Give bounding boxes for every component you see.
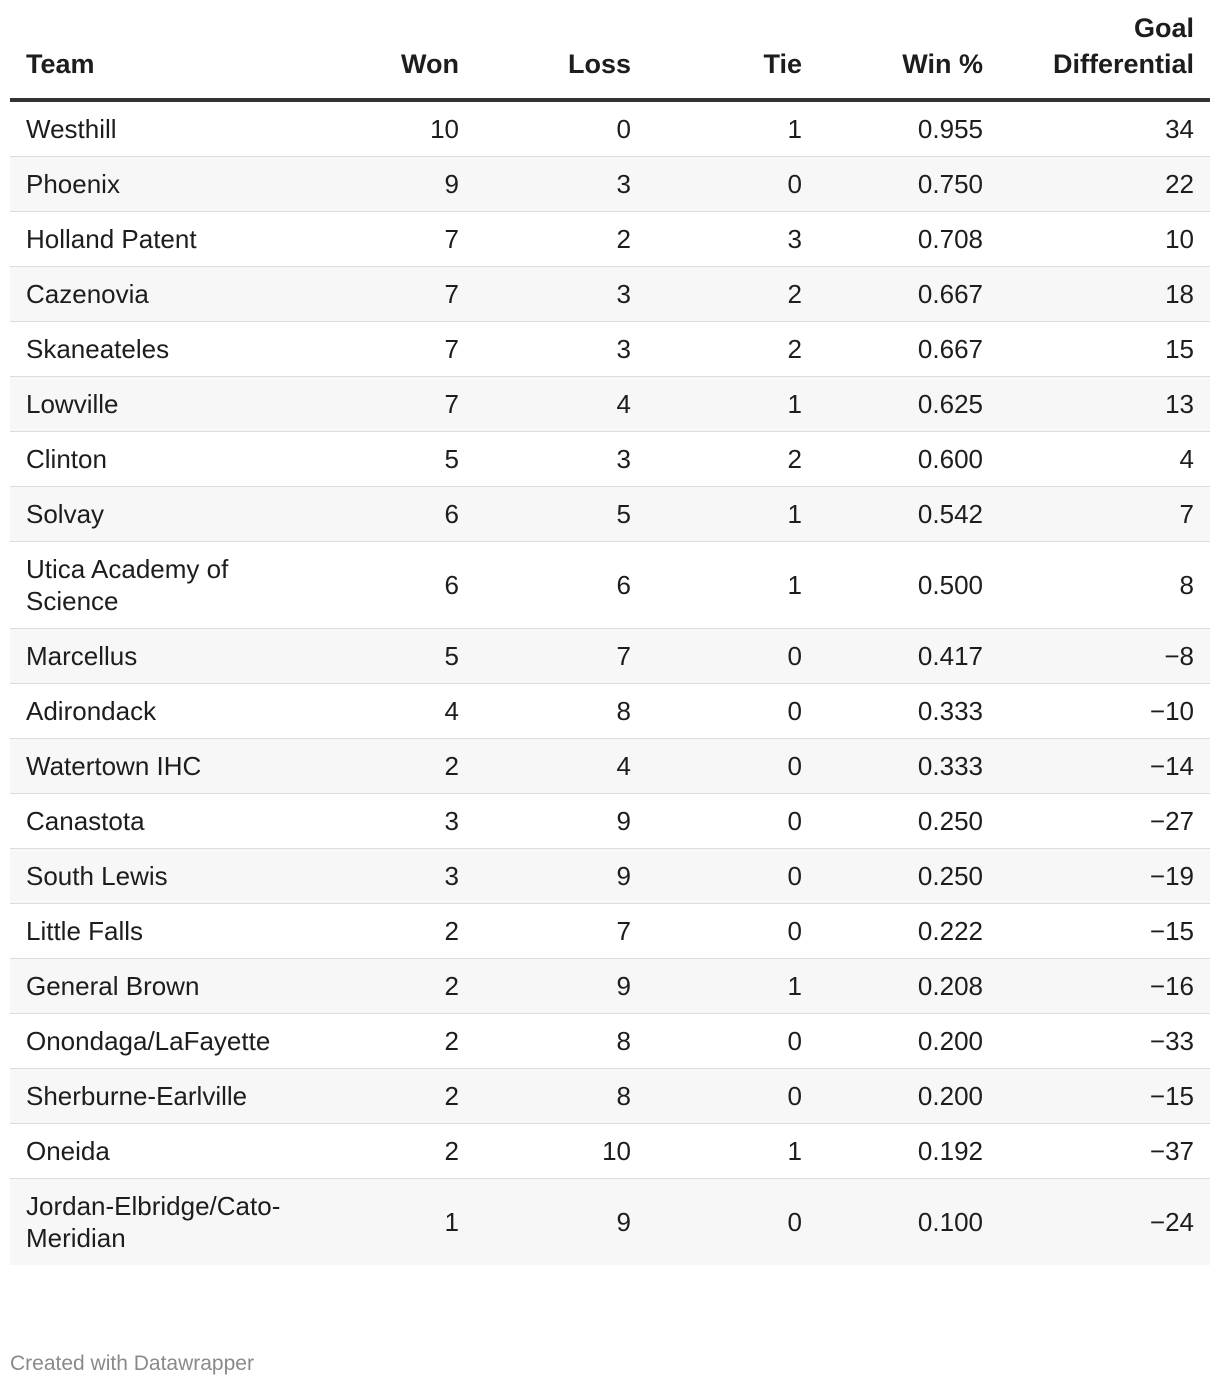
win-pct-cell: 0.625 <box>818 377 999 432</box>
team-cell: Westhill <box>10 100 300 157</box>
won-cell: 7 <box>300 322 475 377</box>
won-cell: 4 <box>300 684 475 739</box>
team-cell: Skaneateles <box>10 322 300 377</box>
won-cell: 7 <box>300 267 475 322</box>
table-row <box>10 212 1210 267</box>
team-cell: Sherburne-Earlville <box>10 1069 300 1124</box>
tie-cell: 2 <box>647 322 818 377</box>
won-cell: 7 <box>300 212 475 267</box>
team-cell: Little Falls <box>10 904 300 959</box>
win-pct-cell: 0.250 <box>818 849 999 904</box>
header-row <box>10 0 1210 100</box>
won-cell: 3 <box>300 794 475 849</box>
table-row <box>10 1179 1210 1266</box>
win-pct-cell: 0.200 <box>818 1014 999 1069</box>
tie-cell: 0 <box>647 629 818 684</box>
goal-diff-cell: 15 <box>999 322 1210 377</box>
team-cell: Lowville <box>10 377 300 432</box>
team-cell: Utica Academy of Science <box>10 542 300 629</box>
win-pct-cell: 0.500 <box>818 542 999 629</box>
goal-diff-cell: −33 <box>999 1014 1210 1069</box>
tie-cell: 0 <box>647 1014 818 1069</box>
table-row <box>10 267 1210 322</box>
header-goal-differential[interactable]: Goal Differential <box>999 0 1210 100</box>
table-row <box>10 487 1210 542</box>
team-cell: Onondaga/LaFayette <box>10 1014 300 1069</box>
tie-cell: 0 <box>647 739 818 794</box>
tie-cell: 0 <box>647 1069 818 1124</box>
goal-diff-cell: −37 <box>999 1124 1210 1179</box>
goal-diff-cell: 10 <box>999 212 1210 267</box>
won-cell: 2 <box>300 959 475 1014</box>
won-cell: 7 <box>300 377 475 432</box>
goal-diff-cell: −10 <box>999 684 1210 739</box>
team-cell: Canastota <box>10 794 300 849</box>
tie-cell: 3 <box>647 212 818 267</box>
goal-diff-cell: 34 <box>999 100 1210 157</box>
table-row <box>10 157 1210 212</box>
table-body <box>10 100 1210 1265</box>
won-cell: 2 <box>300 739 475 794</box>
loss-cell: 6 <box>475 542 647 629</box>
won-cell: 1 <box>300 1179 475 1266</box>
loss-cell: 4 <box>475 377 647 432</box>
win-pct-cell: 0.667 <box>818 267 999 322</box>
table-row <box>10 1069 1210 1124</box>
goal-diff-cell: −15 <box>999 904 1210 959</box>
table-row <box>10 377 1210 432</box>
team-cell: General Brown <box>10 959 300 1014</box>
table-row <box>10 432 1210 487</box>
header-tie[interactable]: Tie <box>647 0 818 100</box>
goal-diff-cell: −8 <box>999 629 1210 684</box>
won-cell: 2 <box>300 1014 475 1069</box>
loss-cell: 9 <box>475 794 647 849</box>
won-cell: 5 <box>300 629 475 684</box>
team-cell: Adirondack <box>10 684 300 739</box>
table-row <box>10 322 1210 377</box>
won-cell: 9 <box>300 157 475 212</box>
goal-diff-cell: −24 <box>999 1179 1210 1266</box>
tie-cell: 2 <box>647 267 818 322</box>
loss-cell: 10 <box>475 1124 647 1179</box>
tie-cell: 0 <box>647 794 818 849</box>
tie-cell: 1 <box>647 959 818 1014</box>
datawrapper-credit[interactable]: Created with Datawrapper <box>10 1352 254 1375</box>
goal-diff-cell: 22 <box>999 157 1210 212</box>
table-row <box>10 794 1210 849</box>
table-row <box>10 959 1210 1014</box>
tie-cell: 0 <box>647 904 818 959</box>
table-row <box>10 739 1210 794</box>
loss-cell: 5 <box>475 487 647 542</box>
team-cell: South Lewis <box>10 849 300 904</box>
loss-cell: 3 <box>475 432 647 487</box>
loss-cell: 9 <box>475 1179 647 1266</box>
loss-cell: 2 <box>475 212 647 267</box>
win-pct-cell: 0.200 <box>818 1069 999 1124</box>
table-row <box>10 100 1210 157</box>
won-cell: 2 <box>300 904 475 959</box>
table-row <box>10 904 1210 959</box>
loss-cell: 3 <box>475 267 647 322</box>
loss-cell: 0 <box>475 100 647 157</box>
table-row <box>10 1014 1210 1069</box>
team-cell: Marcellus <box>10 629 300 684</box>
goal-diff-cell: 7 <box>999 487 1210 542</box>
loss-cell: 7 <box>475 904 647 959</box>
tie-cell: 0 <box>647 1179 818 1266</box>
goal-diff-cell: −14 <box>999 739 1210 794</box>
loss-cell: 9 <box>475 959 647 1014</box>
loss-cell: 7 <box>475 629 647 684</box>
tie-cell: 0 <box>647 684 818 739</box>
won-cell: 10 <box>300 100 475 157</box>
loss-cell: 4 <box>475 739 647 794</box>
team-cell: Clinton <box>10 432 300 487</box>
header-won[interactable]: Won <box>300 0 475 100</box>
tie-cell: 1 <box>647 100 818 157</box>
won-cell: 6 <box>300 487 475 542</box>
win-pct-cell: 0.542 <box>818 487 999 542</box>
table-row <box>10 1124 1210 1179</box>
table-header <box>10 0 1210 100</box>
goal-diff-cell: −16 <box>999 959 1210 1014</box>
standings-table-container <box>10 0 1210 1265</box>
table-row <box>10 629 1210 684</box>
won-cell: 2 <box>300 1069 475 1124</box>
tie-cell: 0 <box>647 849 818 904</box>
table-row <box>10 849 1210 904</box>
win-pct-cell: 0.222 <box>818 904 999 959</box>
standings-table <box>10 0 1210 1265</box>
win-pct-cell: 0.192 <box>818 1124 999 1179</box>
win-pct-cell: 0.333 <box>818 684 999 739</box>
team-cell: Watertown IHC <box>10 739 300 794</box>
loss-cell: 3 <box>475 157 647 212</box>
goal-diff-cell: 4 <box>999 432 1210 487</box>
header-loss[interactable]: Loss <box>475 0 647 100</box>
won-cell: 5 <box>300 432 475 487</box>
table-row <box>10 684 1210 739</box>
team-cell: Solvay <box>10 487 300 542</box>
tie-cell: 1 <box>647 1124 818 1179</box>
loss-cell: 8 <box>475 684 647 739</box>
win-pct-cell: 0.208 <box>818 959 999 1014</box>
win-pct-cell: 0.955 <box>818 100 999 157</box>
win-pct-cell: 0.600 <box>818 432 999 487</box>
loss-cell: 3 <box>475 322 647 377</box>
team-cell: Jordan-Elbridge/Cato-Meridian <box>10 1179 300 1266</box>
goal-diff-cell: 18 <box>999 267 1210 322</box>
loss-cell: 9 <box>475 849 647 904</box>
tie-cell: 1 <box>647 487 818 542</box>
team-cell: Phoenix <box>10 157 300 212</box>
win-pct-cell: 0.750 <box>818 157 999 212</box>
loss-cell: 8 <box>475 1014 647 1069</box>
goal-diff-cell: 8 <box>999 542 1210 629</box>
loss-cell: 8 <box>475 1069 647 1124</box>
won-cell: 3 <box>300 849 475 904</box>
win-pct-cell: 0.417 <box>818 629 999 684</box>
win-pct-cell: 0.250 <box>818 794 999 849</box>
goal-diff-cell: 13 <box>999 377 1210 432</box>
table-row <box>10 542 1210 629</box>
goal-diff-cell: −15 <box>999 1069 1210 1124</box>
win-pct-cell: 0.333 <box>818 739 999 794</box>
header-win-pct[interactable]: Win % <box>818 0 999 100</box>
goal-diff-cell: −19 <box>999 849 1210 904</box>
win-pct-cell: 0.100 <box>818 1179 999 1266</box>
won-cell: 2 <box>300 1124 475 1179</box>
won-cell: 6 <box>300 542 475 629</box>
team-cell: Oneida <box>10 1124 300 1179</box>
tie-cell: 2 <box>647 432 818 487</box>
header-team[interactable]: Team <box>10 0 300 100</box>
goal-diff-cell: −27 <box>999 794 1210 849</box>
win-pct-cell: 0.708 <box>818 212 999 267</box>
win-pct-cell: 0.667 <box>818 322 999 377</box>
tie-cell: 1 <box>647 542 818 629</box>
tie-cell: 0 <box>647 157 818 212</box>
team-cell: Cazenovia <box>10 267 300 322</box>
tie-cell: 1 <box>647 377 818 432</box>
team-cell: Holland Patent <box>10 212 300 267</box>
